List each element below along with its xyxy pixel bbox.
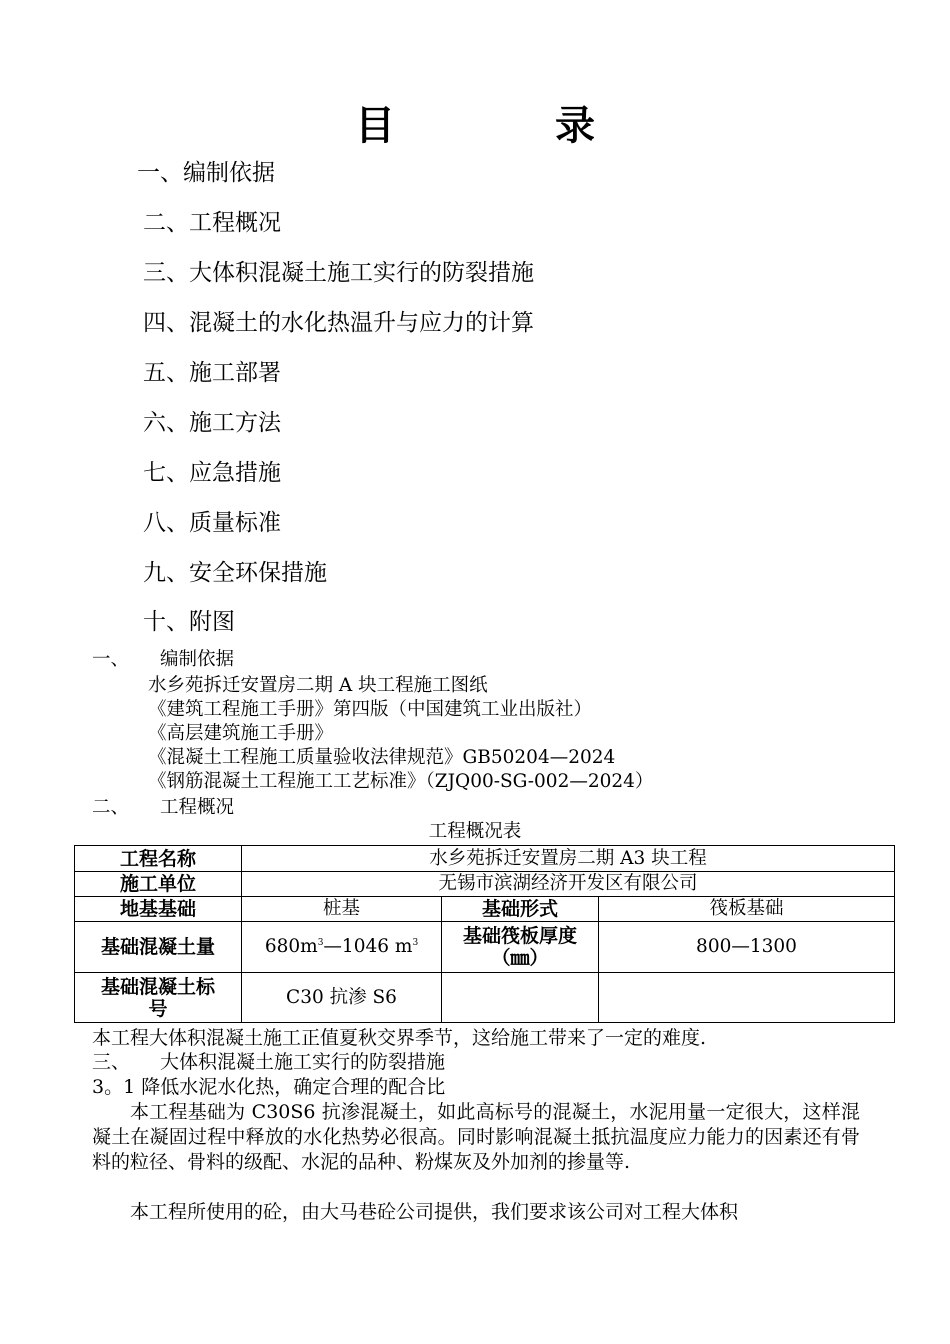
reference-item: 《混凝土工程施工质量验收法律规范》GB50204—2024 [148, 747, 616, 768]
table-row [75, 872, 895, 897]
unit-superscript: 3 [412, 937, 419, 948]
section-number: 二、 [92, 797, 130, 818]
section-title: 工程概况 [160, 797, 235, 818]
table-label: 基础形式 [442, 897, 599, 922]
section-heading-3 [92, 1050, 445, 1074]
table-row [75, 846, 895, 872]
table-value: 桩基 [242, 897, 442, 922]
toc-item: 一、编制依据 [137, 160, 275, 186]
volume-high: —1046 m [323, 936, 413, 957]
toc-item: 十、附图 [143, 609, 235, 635]
sub-heading: 3。1 降低水泥水化热，确定合理的配合比 [92, 1076, 446, 1098]
table-empty-cell [442, 973, 599, 1023]
table-value: C30 抗渗 S6 [242, 973, 442, 1023]
reference-item: 水乡苑拆迁安置房二期 A 块工程施工图纸 [148, 675, 488, 696]
table-value: 无锡市滨湖经济开发区有限公司 [242, 872, 895, 897]
table-label: 基础混凝土量 [75, 922, 242, 973]
page-title: 目 录 [355, 103, 655, 149]
table-value: 水乡苑拆迁安置房二期 A3 块工程 [242, 846, 895, 872]
volume-low: 680m [264, 936, 318, 957]
label-line: （㎜） [491, 947, 549, 969]
table-label: 地基基础 [75, 897, 242, 922]
toc-item: 四、混凝土的水化热温升与应力的计算 [143, 310, 534, 336]
body-paragraph: 本工程基础为 C30S6 抗渗混凝土，如此高标号的混凝土，水泥用量一定很大，这样混凝土在凝固过程中释放的水化热势必很高。同时影响混凝土抵抗温度应力能力的因素还有骨料的粒径、骨料的级配、水泥的品种、粉煤灰及外加剂的掺量等. [92, 1101, 860, 1173]
table-label [75, 973, 242, 1023]
unit-superscript: 3 [317, 937, 324, 948]
reference-item: 《建筑工程施工手册》第四版（中国建筑工业出版社） [148, 699, 593, 720]
toc-item: 二、工程概况 [143, 210, 281, 236]
label-line: 基础混凝土标 [100, 975, 215, 998]
section-heading-2 [92, 796, 234, 820]
toc-item: 八、质量标准 [143, 510, 281, 536]
table-value [242, 922, 442, 973]
table-row [75, 897, 895, 922]
table-row [75, 973, 895, 1023]
table-label [442, 922, 599, 973]
table-empty-cell [599, 973, 895, 1023]
label-line: 基础筏板厚度 [462, 925, 577, 947]
body-paragraph: 本工程所使用的砼，由大马巷砼公司提供，我们要求该公司对工程大体积 [130, 1201, 739, 1223]
section-title: 编制依据 [160, 649, 235, 670]
table-row [75, 922, 895, 973]
reference-item: 《钢筋混凝土工程施工工艺标准》（ZJQ00-SG-002—2024） [148, 771, 654, 792]
toc-item: 三、大体积混凝土施工实行的防裂措施 [143, 260, 534, 286]
toc-item: 七、应急措施 [143, 460, 281, 486]
section-title: 大体积混凝土施工实行的防裂措施 [160, 1051, 446, 1073]
table-label: 工程名称 [75, 846, 242, 872]
section-number: 三、 [92, 1051, 131, 1073]
section-heading-1 [92, 648, 234, 672]
project-note: 本工程大体积混凝土施工正值夏秋交界季节，这给施工带来了一定的难度. [92, 1027, 707, 1049]
toc-item: 九、安全环保措施 [143, 560, 327, 586]
reference-item: 《高层建筑施工手册》 [148, 723, 334, 744]
project-overview-table [74, 845, 895, 1023]
table-value: 筏板基础 [599, 897, 895, 922]
toc-item: 六、施工方法 [143, 410, 281, 436]
toc-item: 五、施工部署 [143, 360, 281, 386]
section-number: 一、 [92, 649, 130, 670]
table-value: 800—1300 [599, 922, 895, 973]
table-label: 施工单位 [75, 872, 242, 897]
label-line: 号 [148, 997, 168, 1020]
table-caption: 工程概况表 [428, 821, 522, 842]
